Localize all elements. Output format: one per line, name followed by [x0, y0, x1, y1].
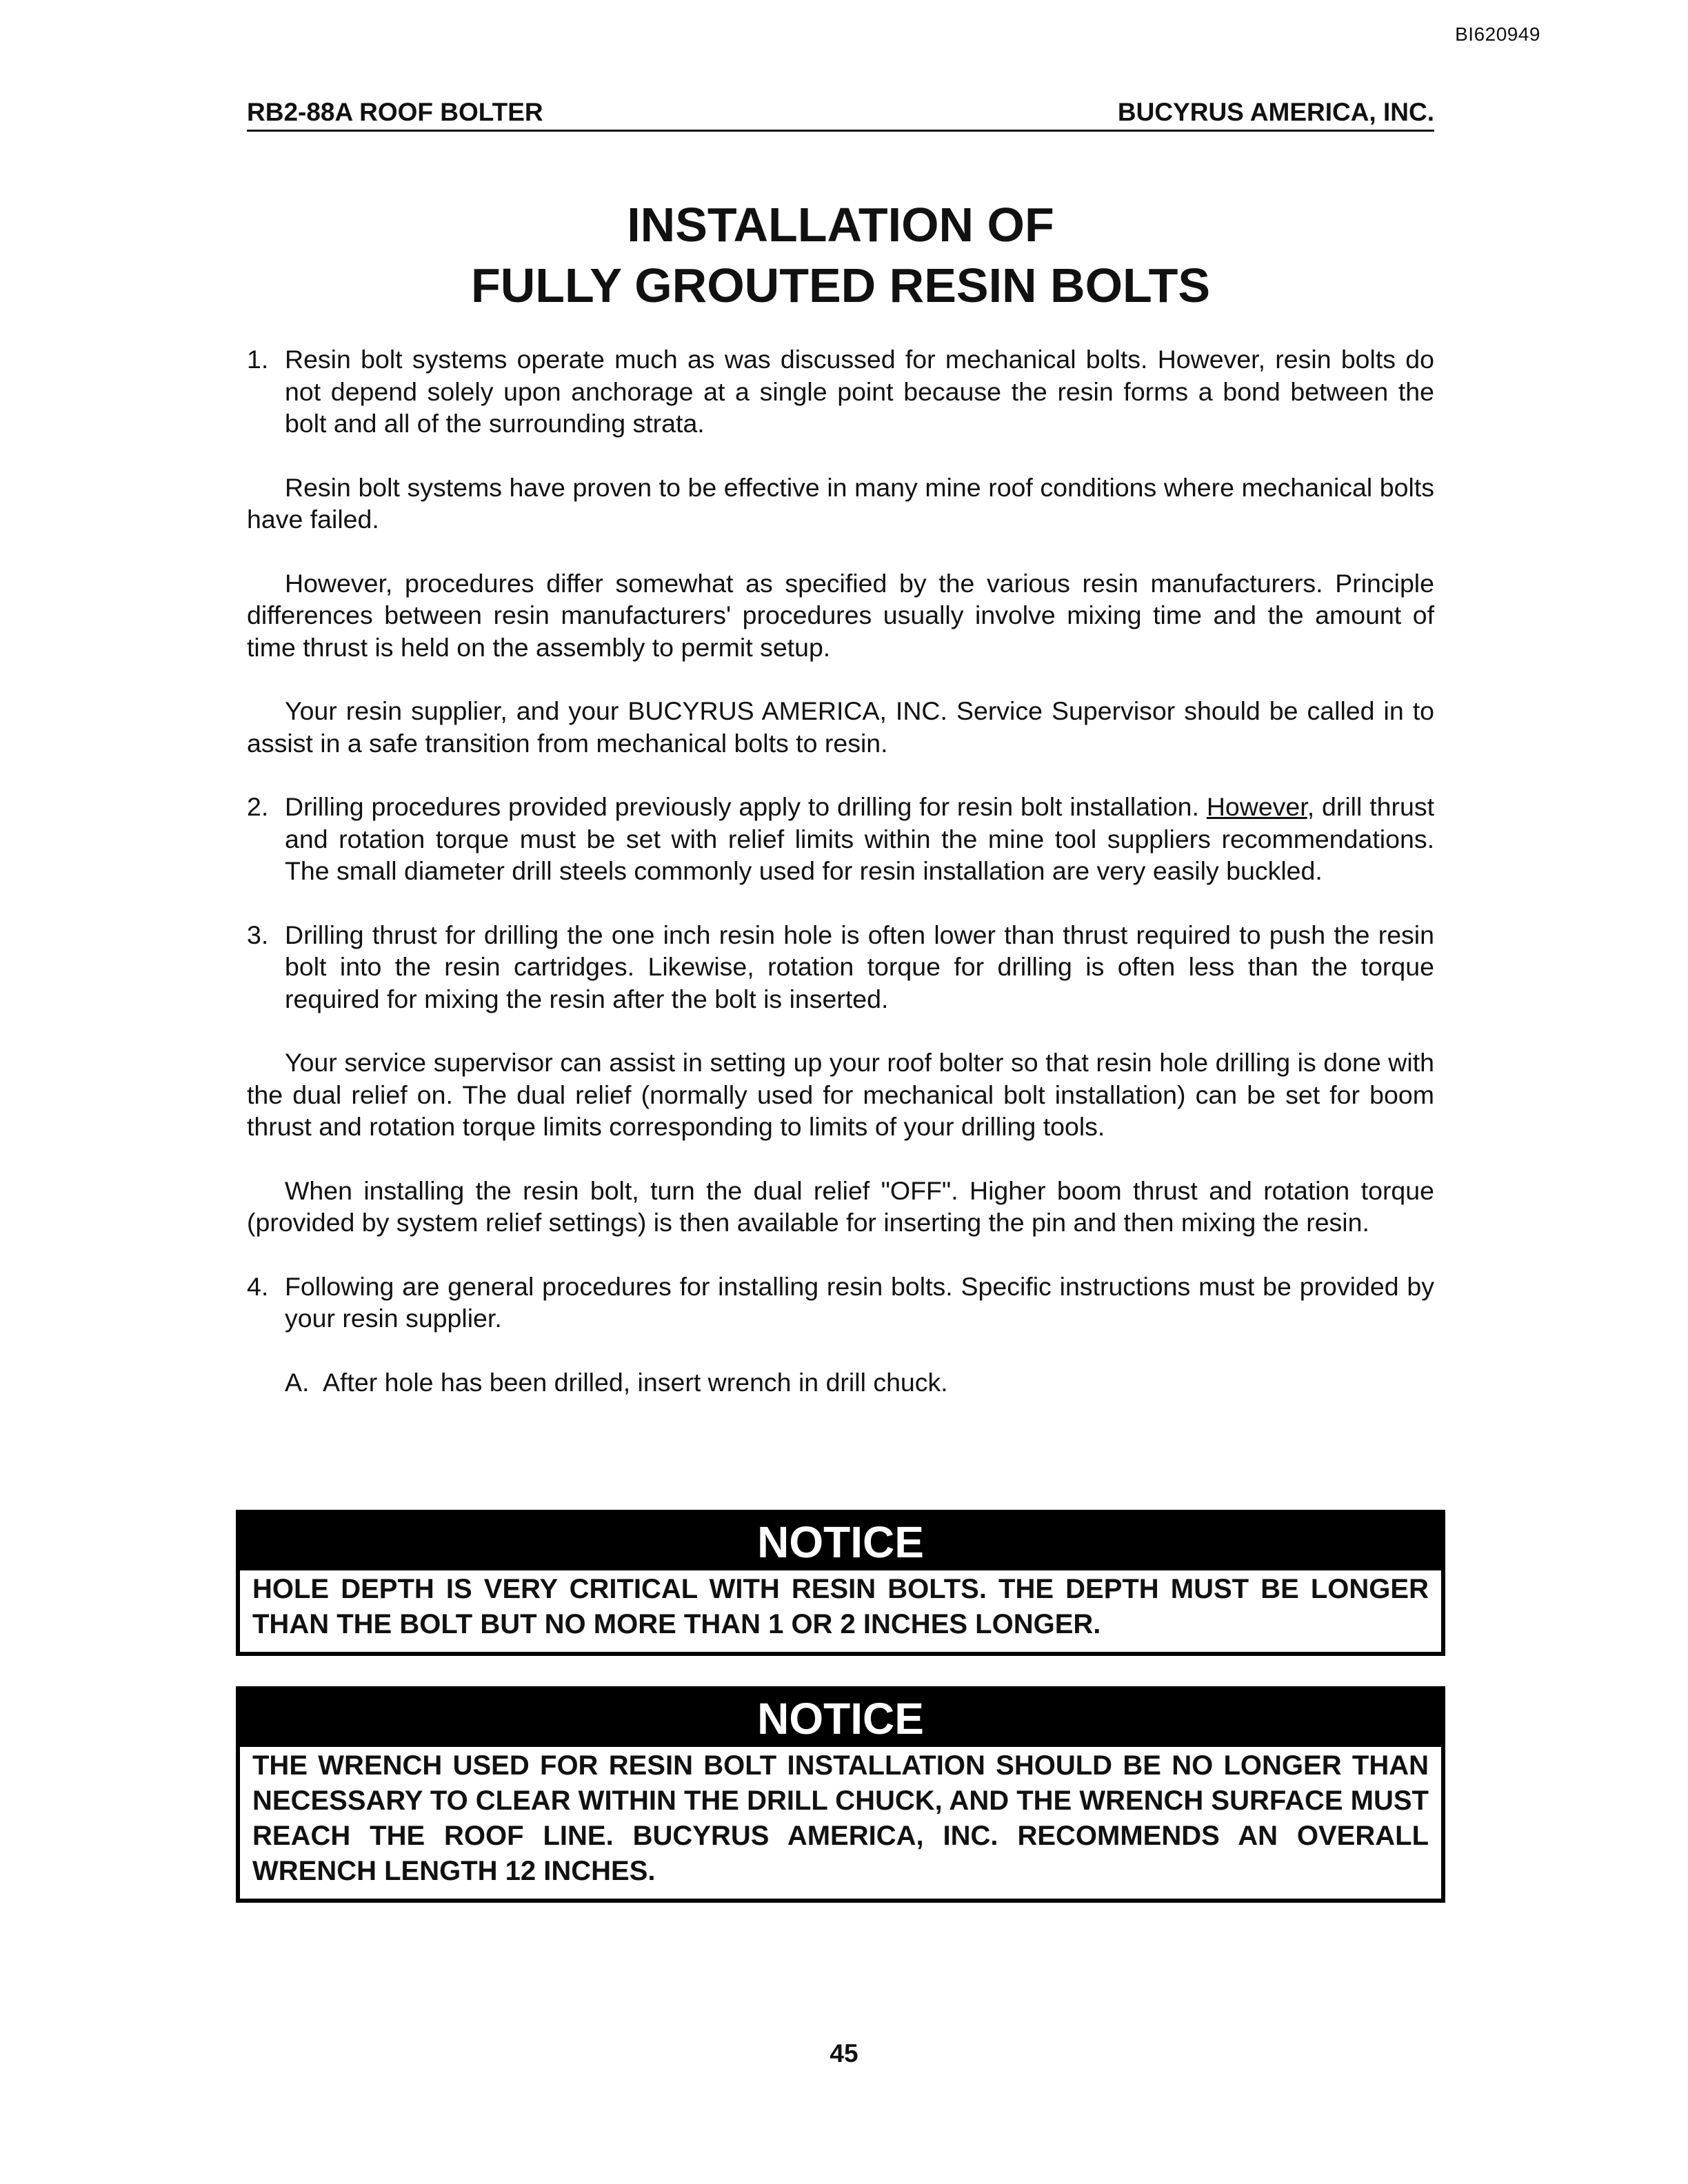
body-text: [247, 343, 1434, 1398]
sub-item-a: [285, 1366, 1434, 1399]
running-header: [247, 98, 1434, 132]
paragraph: Resin bolt systems have proven to be effective in many mine roof conditions where mechanical bolts have failed.: [247, 472, 1434, 534]
paragraph: Your service supervisor can assist in setting up your roof bolter so that resin hole drilling is done with the dual relief on. The dual relief (normally used for mechanical bolt installation) can be set for boom thrust and rotation torque limits corresponding to limits of your drilling tools.: [247, 1048, 1434, 1141]
header-company-name: BUCYRUS AMERICA, INC.: [1117, 98, 1434, 126]
page-title: [247, 194, 1434, 316]
list-item-number: 2.: [247, 792, 269, 821]
list-item-text: Drilling thrust for drilling the one inch resin hole is often lower than thrust required to push the resin bolt into the resin cartridges. Likewise, rotation torque for drilling is often less than the torque required for mixing the resin after the bolt is inserted.: [285, 920, 1434, 1013]
list-item-number: 4.: [247, 1271, 269, 1301]
notice-heading: NOTICE: [240, 1690, 1441, 1747]
paragraph: Your resin supplier, and your BUCYRUS AMERICA, INC. Service Supervisor should be called in to assist in a safe transition from mechanical bolts to resin.: [247, 696, 1434, 758]
notice-text: HOLE DEPTH IS VERY CRITICAL WITH RESIN BOLTS. THE DEPTH MUST BE LONGER THAN THE BOLT BUT NO MORE THAN 1 OR 2 INCHES LONGER.: [252, 1574, 1429, 1639]
text-run: Drilling procedures provided previously apply to drilling for resin bolt installation.: [285, 792, 1207, 821]
text-run: , drill thrust and rotation torque must be set with relief limits within the mine tool suppliers recommendations. The small diameter drill steels commonly used for resin installation are very easily buckled.: [285, 792, 1434, 885]
sub-item-text: After hole has been drilled, insert wrench in drill chuck.: [323, 1367, 948, 1397]
notice-box-wrench-length: [236, 1686, 1445, 1903]
underlined-word: However: [1206, 792, 1307, 821]
notice-box-hole-depth: [236, 1510, 1445, 1656]
notice-text: THE WRENCH USED FOR RESIN BOLT INSTALLATION SHOULD BE NO LONGER THAN NECESSARY TO CLEAR WITHIN THE DRILL CHUCK, AND THE WRENCH SURFACE MUST REACH THE ROOF LINE. BUCYRUS AMERICA, INC. RECOMMENDS AN OVERALL WRENCH LENGTH 12 INCHES.: [252, 1750, 1429, 1886]
list-item-4: [247, 1271, 1434, 1335]
list-item-text: [285, 791, 1434, 887]
paragraph: However, procedures differ somewhat as specified by the various resin manufacturers. Principle differences between resin manufacturers' procedures usually involve mixing time and the amount of time thrust is held on the assembly to permit setup.: [247, 568, 1434, 662]
list-item-2: [247, 791, 1434, 887]
list-item-1: [247, 343, 1434, 440]
notice-heading: NOTICE: [240, 1514, 1441, 1570]
paragraph: When installing the resin bolt, turn the dual relief "OFF". Higher boom thrust and rotation torque (provided by system relief settings) is then available for inserting the pin and then mixing the resin.: [247, 1175, 1434, 1237]
page-title-line-2: FULLY GROUTED RESIN BOLTS: [470, 259, 1211, 312]
list-item-3: [247, 919, 1434, 1015]
sub-item-label: A.: [285, 1367, 310, 1397]
page-title-line-1: INSTALLATION OF: [627, 198, 1054, 252]
list-item-number: 3.: [247, 920, 269, 949]
page-number: 45: [830, 2039, 858, 2067]
list-item-text: Resin bolt systems operate much as was discussed for mechanical bolts. However, resin bolts do not depend solely upon anchorage at a single point because the resin forms a bond between the bolt and all of the surrounding strata.: [285, 345, 1434, 438]
header-product-title: RB2-88A ROOF BOLTER: [247, 98, 543, 126]
document-id: BI620949: [1455, 23, 1540, 45]
list-item-text: Following are general procedures for installing resin bolts. Specific instructions must be provided by your resin supplier.: [285, 1271, 1434, 1333]
list-item-number: 1.: [247, 345, 269, 374]
